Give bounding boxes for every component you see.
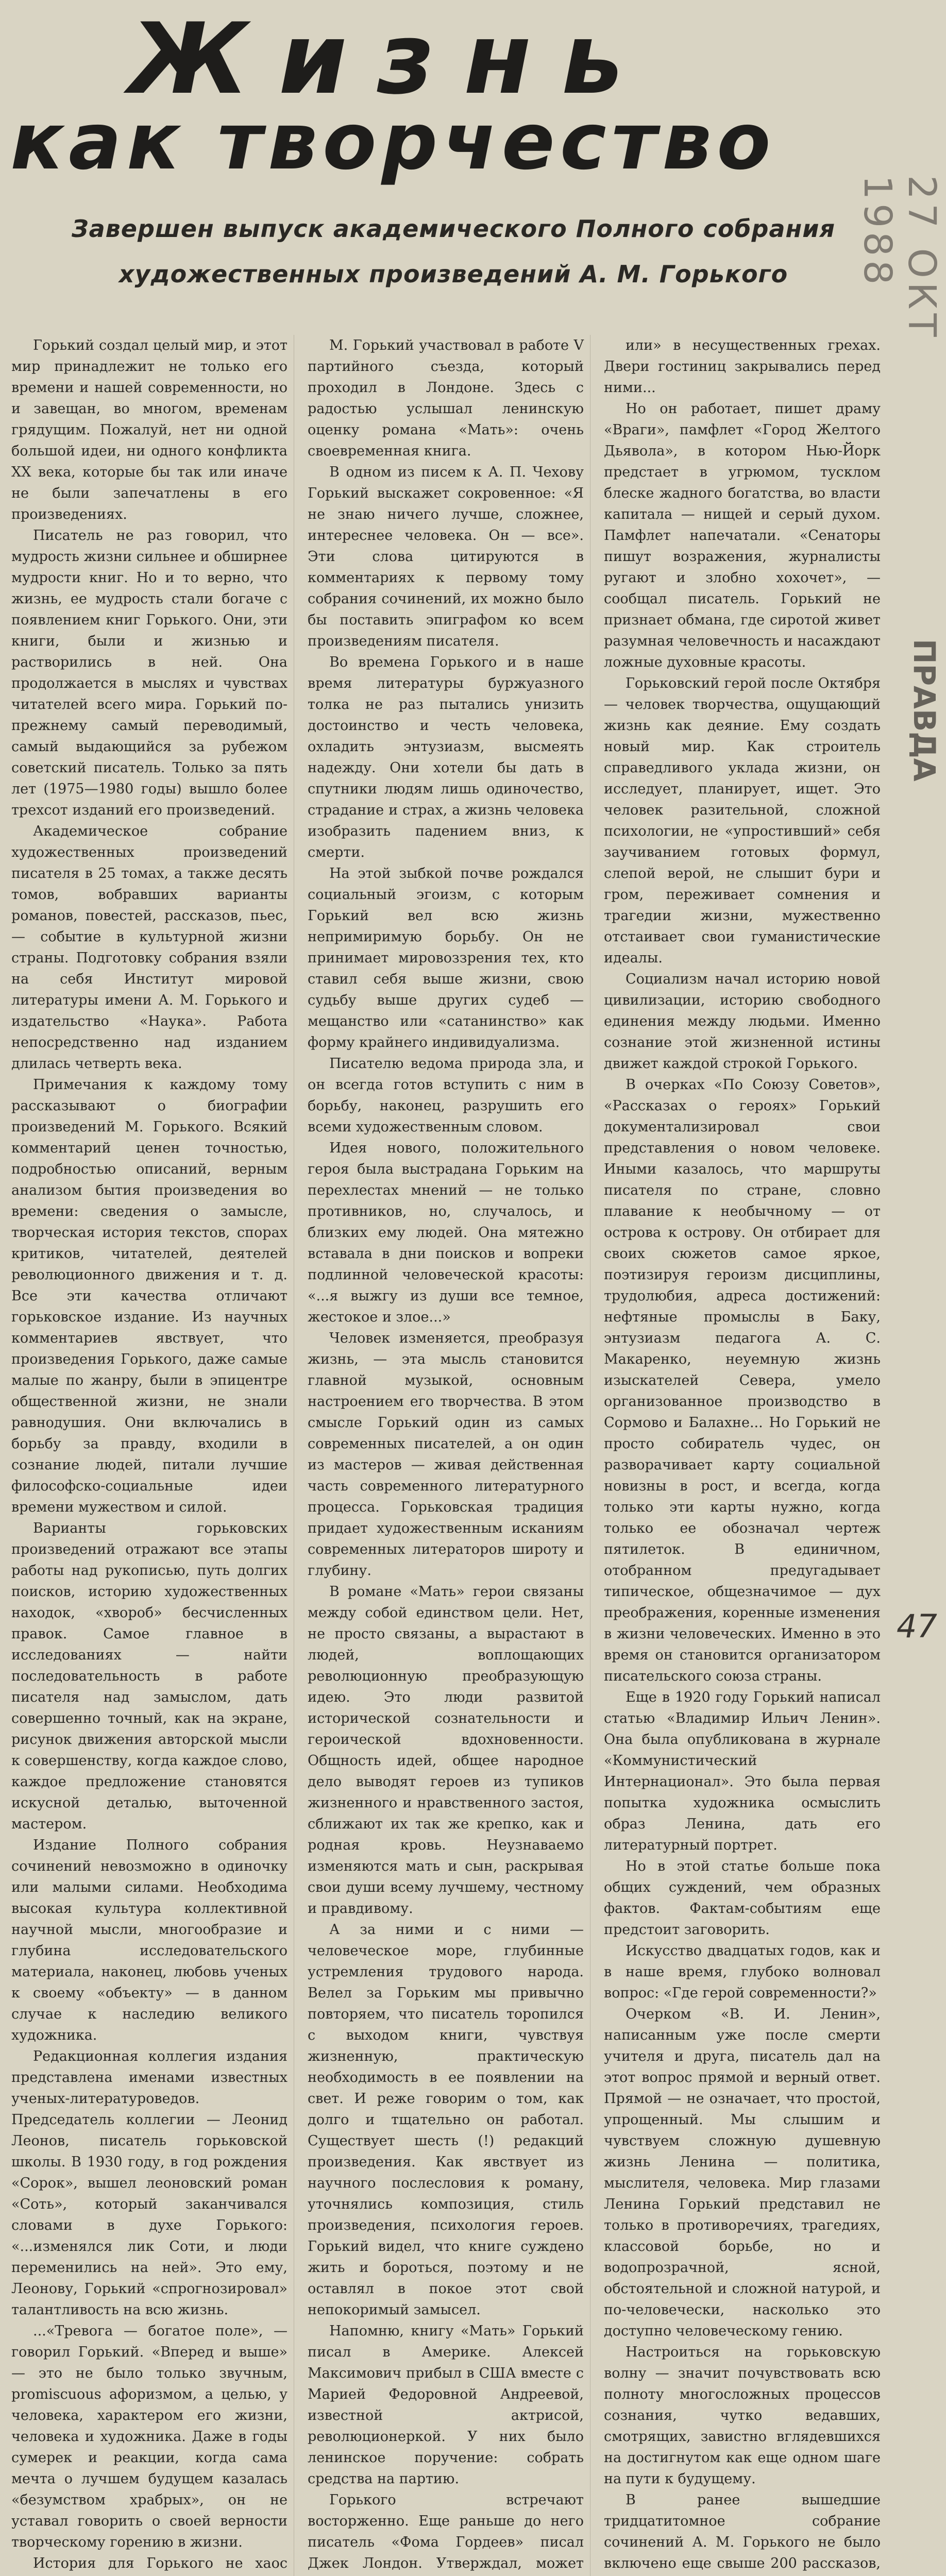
article-columns [11, 335, 892, 2576]
article-paragraph: Издание Полного собрания сочинений невозможно в одиночку или малыми силами. Необходима высокая культура коллективной научной мысли, многообразие и глубина исследовательского материала, наконец, любовь ученых к своему «объекту» — в данном случае к наследию великого художника. [11, 1837, 288, 2043]
article-paragraph: Редакционная коллегия издания представлена именами известных ученых-литературоведов. Председатель коллегии — Леонид Леонов, писатель горьковской школы. В 1930 году, в год рождения «Сорок», вышел леоновский роман «Соть», который заканчивался словами в духе Горького: «...изменялся лик Соти, и люди переменились на ней». Это ему, Леонову, Горький «спрогнозировал» талантливость на всю жизнь. [11, 2048, 288, 2318]
article-column-2 [308, 335, 590, 2576]
article-paragraph: Писателю ведома природа зла, и он всегда готов вступить с ним в борьбу, наконец, разрушить его всеми художественным словом. [308, 1056, 584, 1135]
article-paragraph: Но в этой статье больше пока общих суждений, чем образных фактов. Фактам-событиям еще предстоит заговорить. [604, 1858, 881, 1938]
subtitle: Завершен выпуск академического Полного собрания художественных произведений А. М. Горького [71, 215, 836, 288]
article-paragraph: Очерком «В. И. Ленин», написанным уже после смерти учителя и друга, писатель дал на этот вопрос прямой и верный ответ. Прямой — не означает, что простой, упрощенный. Мы слышим и чувствуем сложную душевную жизнь Ленина — политика, мыслителя, человека. Мир глазами Ленина Горький представил не только в противоречиях, трагедиях, классовой борьбе, но и водопрозрачной, ясной, обстоятельной и сложной натурой, и по-человечески, насколько это доступно человеческому гению. [604, 2006, 881, 2339]
article-paragraph: или» в несущественных грехах. Двери гостиниц закрывались перед ними... [604, 337, 881, 396]
article-paragraph: Горьковский герой после Октября — человек творчества, ощущающий жизнь как деяние. Ему создать новый мир. Как строитель справедливого уклада жизни, он исследует, планирует, ищет. Это человек разительной, сложной психологии, не «упростивший» себя заучиванием готовых формул, слепой верой, не слышит бури и гром, переживает сомнения и трагедии жизни, мужественно отстаивает свои гуманистические идеалы. [604, 675, 881, 966]
article-paragraph: Напомню, книгу «Мать» Горький писал в Америке. Алексей Максимович прибыл в США вместе с Марией Федоровной Андреевой, известной актрисой, революционеркой. У них было ленинское поручение: собрать средства на партию. [308, 2323, 584, 2487]
article-paragraph: В романе «Мать» герои связаны между собой единством цели. Нет, не просто связаны, а вырастают в людей, воплощающих революционную преобразующую идею. Это люди развитой исторической сознательности и героической вдохновенности. Общность идей, общее народное дело выводят героев из тупиков жизненного и нравственного застоя, сближают их так же крепко, как и родная кровь. Неузнаваемо изменяются мать и сын, раскрывая свои души всему лучшему, честному и правдивому. [308, 1584, 584, 1917]
article-paragraph: На этой зыбкой почве рождался социальный эгоизм, с которым Горький вел всю жизнь непримиримую борьбу. Он не принимает мировоззрения тех, кто ставил себя выше жизни, свою судьбу выше других судеб — мещанство или «сатанинство» как форму крайнего индивидуализма. [308, 866, 584, 1050]
headline-line-2: как творчество [10, 96, 776, 187]
article-paragraph: В ранее вышедшие тридцатитомное собрание сочинений А. М. Горького не было включено еще свыше 200 рассказов, [604, 2492, 881, 2571]
article-paragraph: В очерках «По Союзу Советов», «Рассказах о героях» Горький документализировал свои представления о новом человеке. Иными казалось, что маршруты писателя по стране, словно плавание к необычному — от острова к острову. Он отбирает для своих сюжетов самое яркое, поэтизируя героизм дисциплины, трудолюбия, адреса достижений: нефтяные промыслы в Баку, энтузиазм педагога А. С. Макаренко, неуемную жизнь изыскателей Севера, умело организованное производство в Сормово и Балахне... Но Горький не просто собиратель чудес, он разворачивает карту социальной новизны в рост, и всегда, когда только эти карты нужно, когда только ее обозначал чертеж пятилеток. В единичном, отобранном предугадывает типическое, общезначимое — дух преображения, коренные изменения в жизни человеческих. Именно в это время он становится организатором писательского союза страны. [604, 1077, 881, 1684]
article-paragraph: М. Горький участвовал в работе V партийного съезда, который проходил в Лондоне. Здесь с радостью услышал ленинскую оценку романа «Мать»: очень своевременная книга. [308, 337, 584, 459]
article-paragraph: Во времена Горького и в наше время литературы буржуазного толка не раз пытались унизить достоинство и честь человека, охладить энтузиазм, высмеять надежду. Они хотели бы дать в спутники людям лишь одиночество, страдание и страх, а жизнь человека изобразить падением вниз, к смерти. [308, 654, 584, 860]
headline-line-1: Жизнь [129, 2, 653, 116]
article-paragraph: А за ними и с ними — человеческое море, глубинные устремления трудового народа. Велел за Горьким мы привычно повторяем, что писатель торопился с выходом книги, чувствуя жизненную, практическую необходимость в ее появлении на свет. И реже говорим о том, как долго и тщательно он работал. Существует шесть (!) редакций произведения. Как явствует из научного послесловия к роману, уточнялись композиция, стиль произведения, психология героев. Горький видел, что книге суждено жить и бороться, поэтому и не оставлял в покое этот свой непокоримый замысел. [308, 1922, 584, 2318]
headline-block [10, 2, 897, 335]
article-paragraph: Человек изменяется, преобразуя жизнь, — эта мысль становится главной музыкой, основным настроением его творчества. В этом смысле Горький один из самых современных писателей, а он один из мастеров — живая действенная часть современного литературного процесса. Горьковская традиция придает художественным исканиям современных литераторов широту и глубину. [308, 1330, 584, 1579]
newspaper-stamp: ПРАВДА [907, 639, 942, 782]
article-paragraph: Идея нового, положительного героя была выстрадана Горьким на перехлестах мнений — не только противников, но, случалось, и близких ему людей. Она мятежно вставала в дни поисков и вопреки подлинной человеческой красоты: «...я выжгу из души все темное, жестокое и злое...» [308, 1140, 584, 1325]
article-paragraph: Еще в 1920 году Горький написал статью «Владимир Ильич Ленин». Она была опубликована в журнале «Коммунистический Интернационал». Это была первая попытка художника осмыслить образ Ленина, дать его литературный портрет. [604, 1689, 881, 1853]
page-number: 47 [897, 1607, 937, 1645]
date-stamp: 27 ОКТ 1988 [855, 175, 944, 341]
article-paragraph: Настроиться на горьковскую волну — значит почувствовать всю полноту многосложных процессов сознания, чутко ведавших, смотрящих, завистно вглядевшихся на достигнутом как еще одном шаге на пути к будущему. [604, 2344, 881, 2487]
article-paragraph: В одном из писем к А. П. Чехову Горький выскажет сокровенное: «Я не знаю ничего лучше, сложнее, интереснее человека. Он — все». Эти слова цитируются в комментариях к первому тому собрания сочинений, их можно было бы поставить эпиграфом ко всем произведениям писателя. [308, 464, 584, 649]
article-paragraph: Варианты горьковских произведений отражают все этапы работы над рукописью, путь долгих поисков, историю художественных находок, «хвороб» бесчисленных правок. Самое главное в исследованиях — найти последовательность в работе писателя над замыслом, дать совершенно точный, как на экране, рисунок движения авторской мысли к совершенству, когда каждое слово, каждое предложение становятся искусной деталью, выточенной мастером. [11, 1520, 288, 1832]
article-paragraph: Примечания к каждому тому рассказывают о биографии произведений М. Горького. Всякий комментарий ценен точностью, подробностью описаний, верным анализом бытия произведения во времени: сведения о замысле, творческая история текстов, спорах критиков, читателей, деятелей революционного движения и т. д. Все эти качества отличают горьковское издание. Из научных комментариев явствует, что произведения Горького, даже самые малые по жанру, были в эпицентре общественной жизни, не знали равнодушия. Они включались в борьбу за правду, входили в сознание людей, питали лучшие философско-социальные идеи времени мужеством и силой. [11, 1077, 288, 1515]
article-paragraph: Социализм начал историю новой цивилизации, историю свободного единения между людьми. Именно сознание этой жизненной истины движет каждой строкой Горького. [604, 971, 881, 1072]
article-paragraph: Но он работает, пишет драму «Враги», памфлет «Город Желтого Дьявола», в котором Нью-Йорк предстает в угрюмом, тусклом блеске жадного богатства, во власти капитала — нищей и серый духом. Памфлет напечатали. «Сенаторы пишут возражения, журналисты ругают и злобно хохочет», — сообщал писатель. Горький не признает обмана, где сиротой живет разумная человечность и насаждают ложные духовные красоты. [604, 401, 881, 670]
article-column-1 [11, 335, 294, 2576]
article-paragraph: Искусство двадцатых годов, как и в наше время, глубоко волновал вопрос: «Где герой современности?» [604, 1943, 881, 2001]
article-paragraph: Академическое собрание художественных произведений писателя в 25 томах, а также десять томов, вобравших варианты романов, повестей, рассказов, пьес, — событие в культурной жизни страны. Подготовку собрания взяли на себя Институт мировой литературы имени А. М. Горького и издательство «Наука». Работа непосредственно над изданием длилась четверть века. [11, 823, 288, 1072]
article-paragraph: Горький создал целый мир, и этот мир принадлежит не только его времени и нашей современности, но и завещан, во многом, временам грядущим. Пожалуй, нет ни одной большой идеи, ни одного конфликта ХХ века, которые бы так или иначе не были запечатлены в его произведениях. [11, 337, 288, 522]
article-paragraph: Горького встречают восторженно. Еще раньше до него писатель «Фома Гордеев» писал Джек Лондон. Утверждал, может [308, 2492, 584, 2571]
article-paragraph: История для Горького не хаос [33, 2555, 288, 2571]
article-paragraph: Писатель не раз говорил, что мудрость жизни сильнее и обширнее мудрости книг. Но и то верно, что жизнь, ее мудрость стали богаче с появлением книг Горького. Они, эти книги, были и жизнью и растворились в ней. Она продолжается в мыслях и чувствах читателей всего мира. Горький по-прежнему самый переводимый, самый выдающийся за рубежом советский писатель. Только за пять лет (1975—1980 годы) вышло более трехсот изданий его произведений. [11, 528, 288, 818]
article-paragraph: ...«Тревога — богатое поле», — говорил Горький. «Вперед и выше» — это не было только звучным, promiscuous афоризмом, а целью, у человека, характером его жизни, человека и художника. Даже в годы сумерек и реакции, когда сама мечта о лучшем будущем казалась «безумством храбрых», он не уставал говорить о своей верности творческому горению в жизни. [11, 2323, 288, 2550]
article-column-3 [604, 335, 887, 2576]
